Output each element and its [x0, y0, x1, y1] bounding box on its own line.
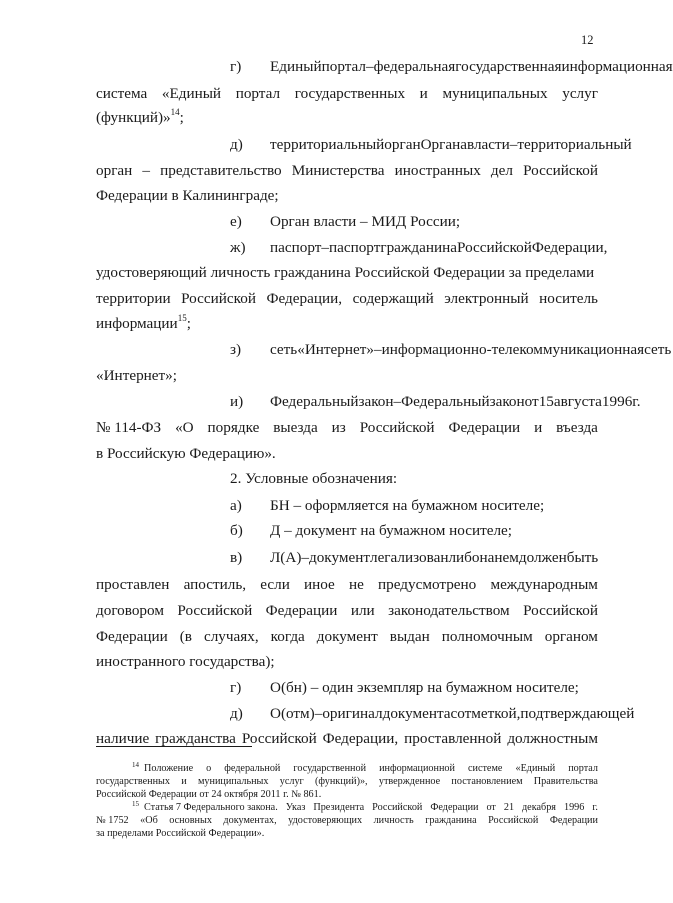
word: Российской [359, 419, 435, 436]
item-text: БН – оформляется на бумажном носителе; [270, 497, 545, 514]
word: информационной [379, 763, 455, 774]
word: 21 [503, 802, 515, 813]
item-label: б) [230, 522, 243, 539]
word: гражданства [155, 730, 236, 747]
text-line [96, 108, 598, 128]
word: портал [235, 85, 281, 102]
word: – [321, 239, 329, 256]
word: Министерства [291, 162, 385, 179]
word: (функций)», [314, 776, 368, 787]
word: и [419, 85, 428, 102]
word: иное [304, 576, 335, 593]
word: и [534, 419, 543, 436]
text-line [96, 314, 598, 334]
word: № 114-ФЗ [96, 419, 162, 436]
justified-line [96, 575, 598, 595]
word: территориальный [517, 136, 632, 153]
text-line: Российской Федерации от 24 октября 2011 г. № 861. [96, 789, 322, 800]
word: Статья 7 Федерального закона. [144, 802, 278, 813]
word: Федерации [549, 815, 598, 826]
word: Федерации [430, 802, 479, 813]
word: электронный [444, 290, 529, 307]
word: международным [490, 576, 598, 593]
word: Правительства [533, 776, 598, 787]
justified-text [270, 238, 608, 258]
justified-line [96, 627, 598, 647]
word: на [479, 549, 495, 566]
word: Федерации, [322, 730, 399, 747]
word: декабря [522, 802, 556, 813]
word: услуг [279, 776, 304, 787]
item-label: и) [230, 393, 244, 410]
word: Указ [285, 802, 306, 813]
word: основных [169, 815, 212, 826]
word: если [260, 576, 290, 593]
word: постановлением [451, 776, 523, 787]
word: должен [518, 549, 567, 566]
word: о [206, 763, 212, 774]
word: «Об [140, 815, 158, 826]
justified-line [96, 775, 598, 788]
text-line: «Интернет»; [96, 367, 177, 384]
footnote-num: 14 [132, 761, 139, 769]
item-label: в) [230, 549, 243, 566]
word: предусмотрено [378, 576, 477, 593]
word: из [331, 419, 346, 436]
word: паспорт [328, 239, 381, 256]
word: федеральной [224, 763, 281, 774]
item-label: е) [230, 213, 242, 230]
word: Федерации, [266, 290, 343, 307]
word: законодательством [388, 602, 510, 619]
word: – [393, 393, 402, 410]
word: Российской [372, 802, 423, 813]
word: информационно-телекоммуникационная [381, 341, 645, 358]
word: Л(А) [270, 549, 302, 566]
word: от [524, 393, 539, 410]
word: портал [568, 763, 598, 774]
word: государственных [96, 776, 170, 787]
word: «О [175, 419, 194, 436]
word: Федеральный [401, 393, 490, 410]
word: сеть [270, 341, 298, 358]
word: нем [494, 549, 519, 566]
word: Российской [523, 162, 598, 179]
word: порядке [207, 419, 260, 436]
word: Российской [181, 290, 256, 307]
word: подтверждающей [520, 705, 635, 722]
word: Российской [457, 239, 532, 256]
item-text: Орган власти – МИД России; [270, 213, 461, 230]
word: Единый [270, 58, 322, 75]
justified-text [270, 135, 632, 155]
word: 1996 [563, 802, 585, 813]
word: либо [448, 549, 480, 566]
word: Федерации [265, 602, 338, 619]
word: территории [96, 290, 171, 307]
word: документах, [223, 815, 277, 826]
footnote-separator [96, 746, 252, 747]
word: документа [382, 705, 451, 722]
word: Российской [488, 815, 539, 826]
word: августа [553, 393, 602, 410]
word: Положение [144, 763, 194, 774]
word: представительство [160, 162, 282, 179]
word: О(отм) [270, 705, 315, 722]
word: государственная [455, 58, 562, 75]
word: г. [592, 802, 598, 813]
justified-text [270, 57, 673, 77]
word: Российской [523, 602, 598, 619]
word: портал [321, 58, 366, 75]
item-label: ж) [230, 239, 246, 256]
text-span: (функций)» [96, 109, 171, 126]
word: или [350, 602, 375, 619]
word: документ [308, 549, 370, 566]
footnote-number [132, 762, 139, 775]
word: проставленной [404, 730, 502, 747]
word: – [374, 341, 382, 358]
word: дел [490, 162, 513, 179]
item-text: О(бн) – один экземпляр на бумажном носителе; [270, 679, 579, 696]
word: Российской [241, 730, 317, 747]
word: въезда [556, 419, 598, 436]
item-text: Д – документ на бумажном носителе; [270, 522, 513, 539]
justified-line [96, 289, 598, 309]
page-number: 12 [581, 33, 594, 47]
word: выезда [273, 419, 318, 436]
word: системе [467, 763, 503, 774]
word: (в [179, 628, 192, 645]
word: – [301, 549, 309, 566]
word: должностным [507, 730, 598, 747]
word: г. [632, 393, 641, 410]
word: государственных [294, 85, 406, 102]
justified-line [96, 814, 598, 827]
footnote-ref: 15 [177, 313, 187, 323]
word: гражданина [425, 815, 477, 826]
item-label: д) [230, 136, 243, 153]
footnote-ref: 14 [170, 107, 180, 117]
text-line: иностранного государства); [96, 653, 275, 670]
justified-text [270, 392, 641, 412]
word: № 1752 [96, 815, 129, 826]
word: договором [96, 602, 164, 619]
word: – [509, 136, 518, 153]
word: утвержденное [378, 776, 441, 787]
text-line: за пределами Российской Федерации». [96, 828, 265, 839]
footnote-number [132, 801, 139, 814]
word: орган [384, 136, 421, 153]
word: власти [467, 136, 510, 153]
word: органом [544, 628, 598, 645]
word: – [366, 58, 374, 75]
justified-text [270, 548, 598, 568]
word: содержащий [352, 290, 434, 307]
word: Органа [420, 136, 467, 153]
word: закон [358, 393, 394, 410]
item-label: а) [230, 497, 242, 514]
justified-line [96, 84, 598, 104]
word: документ [316, 628, 378, 645]
word: удостоверяющих [288, 815, 363, 826]
word: Федерации [96, 628, 168, 645]
word: система [96, 85, 148, 102]
word: – [314, 705, 323, 722]
word: Президента [313, 802, 365, 813]
item-label: г) [230, 679, 242, 696]
word: 15 [538, 393, 554, 410]
word: личность [373, 815, 414, 826]
word: от [486, 802, 496, 813]
word: когда [270, 628, 305, 645]
text-line: в Российскую Федерацию». [96, 445, 276, 462]
word: полномочным [441, 628, 533, 645]
word: наличие [96, 730, 150, 747]
word: территориальный [270, 136, 385, 153]
justified-text [144, 801, 598, 814]
word: Российской [177, 602, 253, 619]
justified-line [96, 601, 598, 621]
text-span: ; [186, 315, 191, 332]
word: отметкой, [457, 705, 521, 722]
word: муниципальных [197, 776, 269, 787]
text-line: Федерации в Калининграде; [96, 187, 279, 204]
word: быть [566, 549, 599, 566]
text-span: информации [96, 315, 178, 332]
word: не [348, 576, 364, 593]
justified-text [270, 704, 635, 724]
word: Федерации, [531, 239, 608, 256]
word: информационная [561, 58, 673, 75]
word: носитель [539, 290, 598, 307]
word: выдан [389, 628, 430, 645]
word: Федеральный [270, 393, 359, 410]
word: Федерации [448, 419, 521, 436]
word: федеральная [373, 58, 456, 75]
word: орган [96, 162, 133, 179]
word: проставлен [96, 576, 170, 593]
word: – [142, 162, 151, 179]
word: государственной [293, 763, 367, 774]
word: апостиль, [183, 576, 247, 593]
word: иностранных [394, 162, 481, 179]
word: оригинал [322, 705, 383, 722]
word: муниципальных [442, 85, 548, 102]
word: 1996 [601, 393, 633, 410]
word: «Единый [161, 85, 222, 102]
item-label: з) [230, 341, 242, 358]
word: услуг [562, 85, 598, 102]
word: с [450, 705, 458, 722]
justified-text [270, 340, 672, 360]
word: гражданина [380, 239, 457, 256]
justified-line [96, 418, 598, 438]
item-label: г) [230, 58, 242, 75]
word: паспорт [270, 239, 322, 256]
word: «Единый [515, 763, 556, 774]
word: случаях, [203, 628, 259, 645]
word: сеть [644, 341, 672, 358]
justified-line [96, 161, 598, 181]
word: и [181, 776, 187, 787]
text-line: удостоверяющий личность гражданина Российской Федерации за пределами [96, 264, 595, 281]
word: закон [489, 393, 525, 410]
justified-text [144, 762, 598, 775]
item-label: д) [230, 705, 243, 722]
word: «Интернет» [297, 341, 374, 358]
word: легализован [369, 549, 449, 566]
text-span: ; [179, 109, 184, 126]
heading-text: 2. Условные обозначения: [230, 470, 398, 487]
footnote-num: 15 [132, 800, 139, 808]
